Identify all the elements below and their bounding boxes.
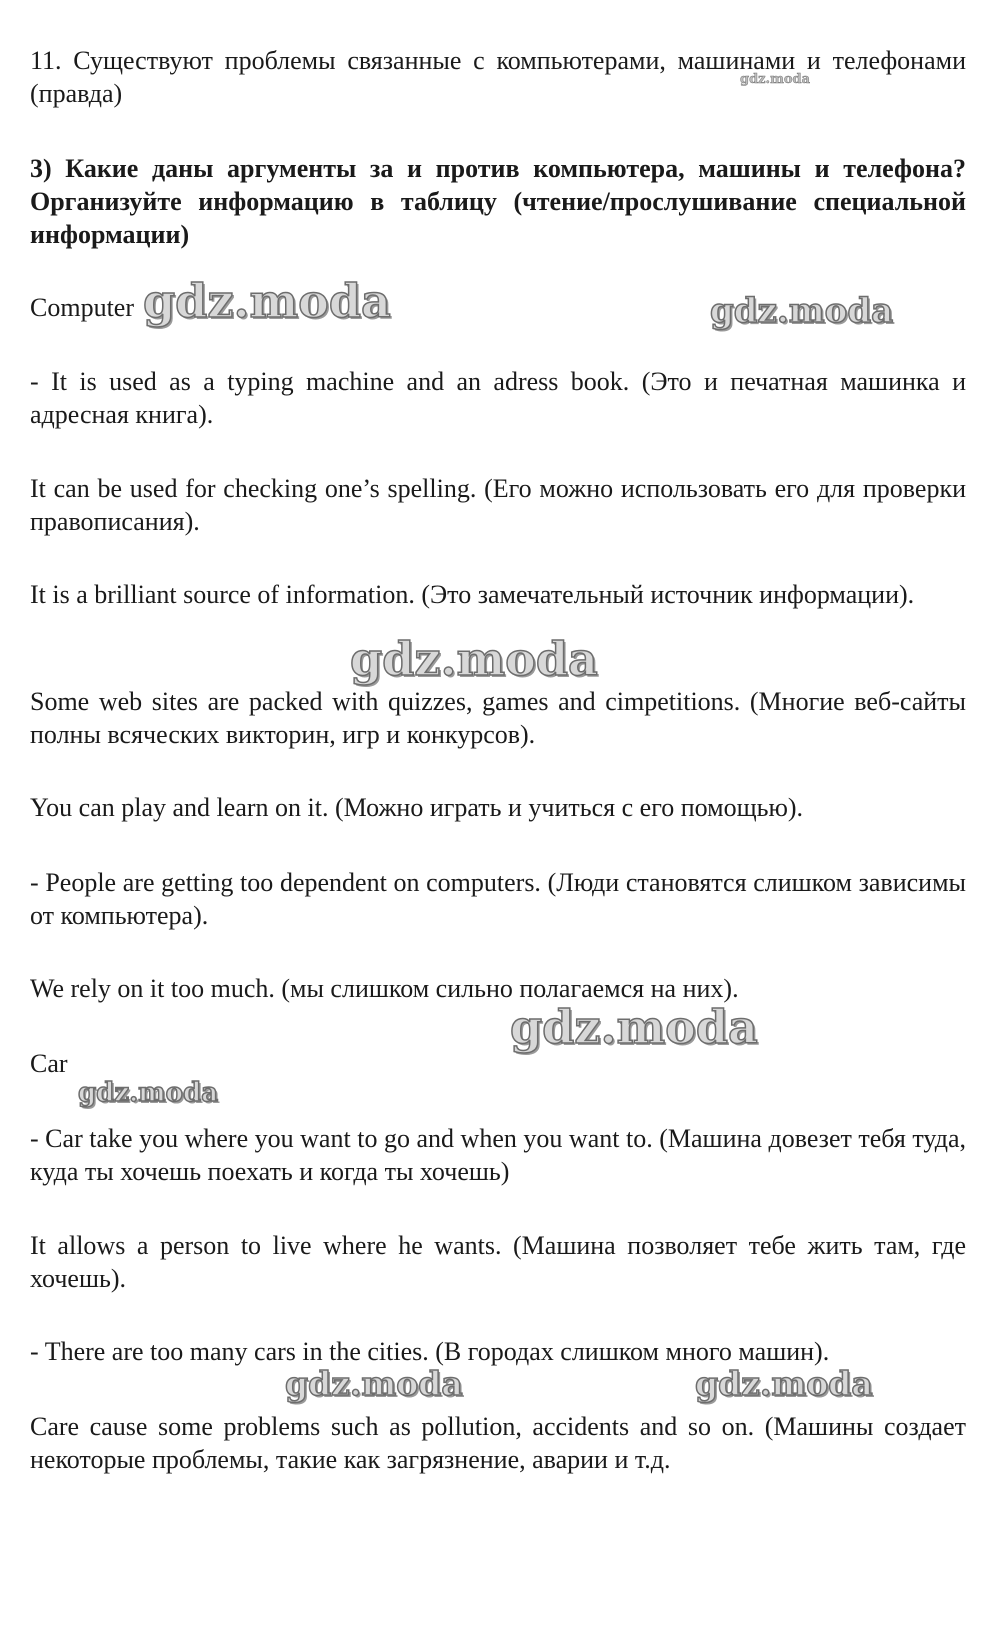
- watermark-logo: gdz.moda: [510, 1000, 758, 1054]
- task-3-heading: 3) Какие даны аргументы за и против компьютера, машины и телефона? Организуйте информацию в таблицу (чтение/прослушивание специальной информации): [30, 154, 966, 249]
- car-pro-1: - Car take you where you want to go and when you want to. (Машина довезет тебя туда, куда ты хочешь поехать и когда ты хочешь): [30, 1124, 966, 1186]
- watermark-logo: gdz.moda: [740, 72, 811, 87]
- watermark-logo: gdz.moda: [695, 1364, 873, 1403]
- computer-pro-1: - It is used as a typing machine and an adress book. (Это и печатная машинка и адресная книга).: [30, 367, 966, 429]
- watermark-logo: gdz.moda: [285, 1364, 463, 1403]
- watermark-logo: gdz.moda: [350, 632, 598, 686]
- car-pro-2: It allows a person to live where he wants. (Машина позволяет тебе жить там, где хочешь).: [30, 1231, 966, 1293]
- computer-con-1: - People are getting too dependent on computers. (Люди становятся слишком зависимы от компьютера).: [30, 868, 966, 930]
- computer-pro-4: Some web sites are packed with quizzes, games and cimpetitions. (Многие веб-сайты полны всяческих викторин, игр и конкурсов).: [30, 687, 966, 749]
- statement-11: 11. Существуют проблемы связанные с компьютерами, машинами и телефонами (правда): [30, 46, 966, 108]
- car-heading: Car: [30, 1049, 68, 1078]
- car-con-2: Care cause some problems such as pollution, accidents and so on. (Машины создает некоторые проблемы, такие как загрязнение, аварии и т.д.: [30, 1412, 966, 1474]
- watermark-logo: gdz.moda: [143, 274, 391, 328]
- watermark-logo: gdz.moda: [78, 1078, 219, 1108]
- watermark-logo: gdz.moda: [710, 291, 894, 331]
- car-con-1: - There are too many cars in the cities. (В городах слишком много машин).: [30, 1337, 830, 1366]
- computer-pro-2: It can be used for checking one’s spelling. (Его можно использовать его для проверки правописания).: [30, 474, 966, 536]
- computer-pro-5: You can play and learn on it. (Можно играть и учиться с его помощью).: [30, 793, 804, 822]
- computer-con-2: We rely on it too much. (мы слишком сильно полагаемся на них).: [30, 974, 739, 1003]
- computer-pro-3: It is a brilliant source of information. (Это замечательный источник информации).: [30, 580, 915, 609]
- computer-heading: Computer: [30, 293, 134, 322]
